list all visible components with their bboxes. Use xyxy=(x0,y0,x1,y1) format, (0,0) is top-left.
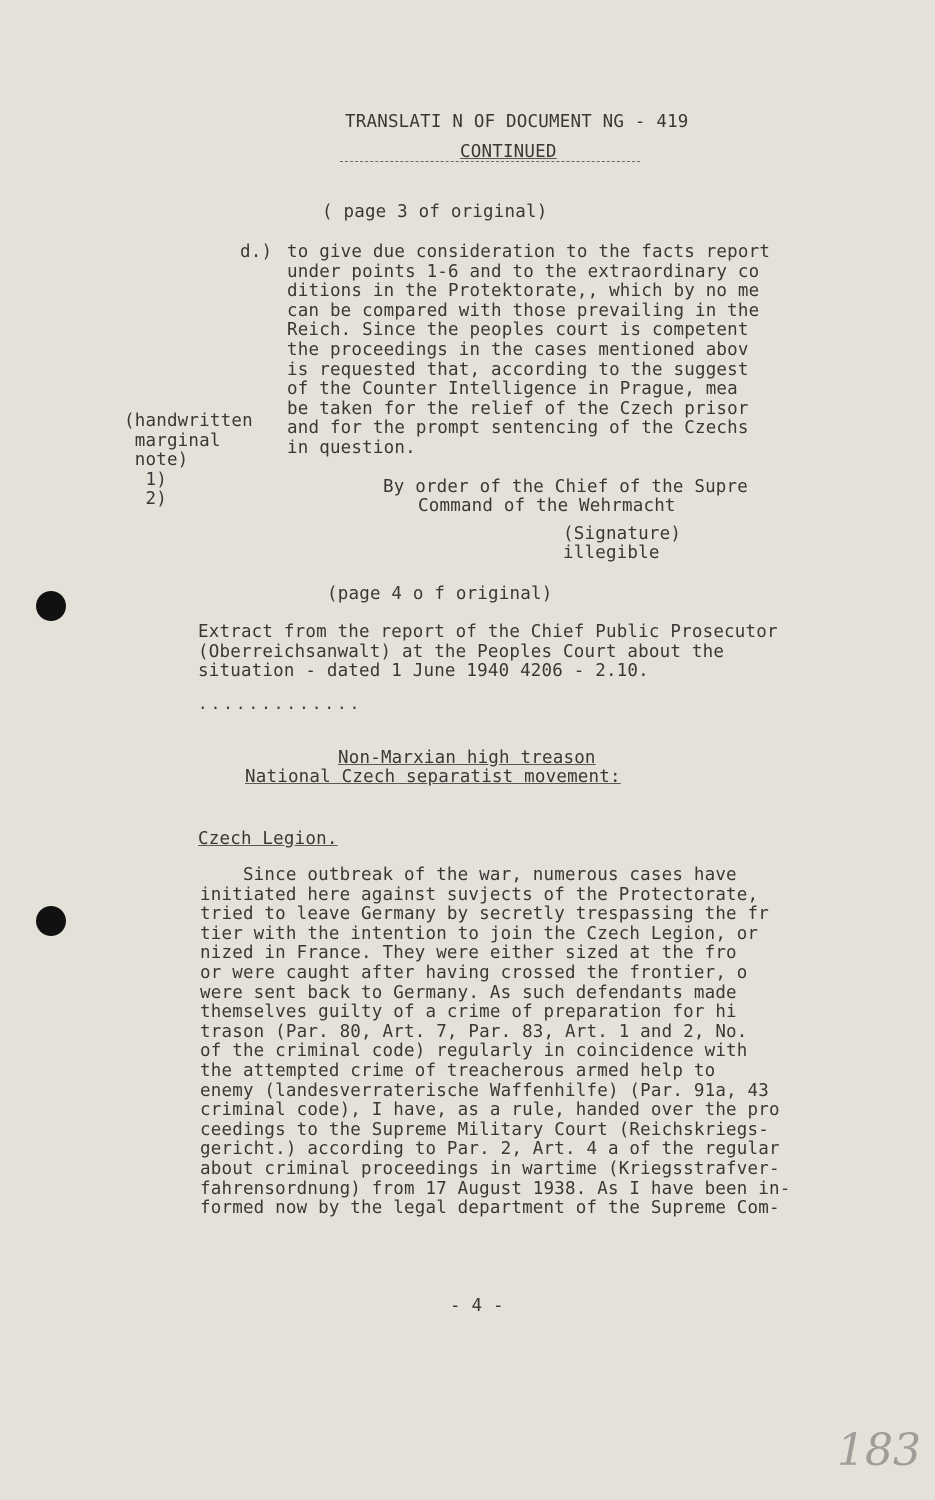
marginal-note-line: 1) xyxy=(124,469,167,490)
body-line: enemy (landesverraterische Waffenhilfe) (Par. 91a, 43 xyxy=(200,1080,770,1101)
section-heading: Non-Marxian high treason xyxy=(338,748,596,768)
marginal-note xyxy=(124,412,253,510)
body-line: or were caught after having crossed the frontier, o xyxy=(200,962,748,983)
body-line: the attempted crime of treacherous armed help to xyxy=(200,1060,716,1081)
body-line: of the criminal code) regularly in coincidence with xyxy=(200,1041,748,1062)
body-line: ceedings to the Supreme Military Court (Reichskriegs- xyxy=(200,1119,770,1140)
extract-paragraph xyxy=(198,623,778,682)
document-title: TRANSLATI N OF DOCUMENT NG - 419 xyxy=(345,112,689,132)
section-subtitle: National Czech separatist movement: xyxy=(245,767,621,787)
item-d-line: the proceedings in the cases mentioned abov xyxy=(287,339,749,360)
body-line: nized in France. They were either sized at the fro xyxy=(200,943,737,964)
czech-legion-heading: Czech Legion. xyxy=(198,829,338,849)
body-line: were sent back to Germany. As such defendants made xyxy=(200,982,737,1003)
item-d-line: and for the prompt sentencing of the Czechs xyxy=(287,418,749,439)
item-d-line: in question. xyxy=(287,437,416,458)
body-line: tried to leave Germany by secretly trespassing the fr xyxy=(200,904,770,925)
body-line: Since outbreak of the war, numerous cases have xyxy=(200,865,737,885)
signature-illegible: illegible xyxy=(563,543,660,563)
body-line: initiated here against suvjects of the Protectorate, xyxy=(200,884,759,905)
body-line: formed now by the legal department of the Supreme Com- xyxy=(200,1198,780,1219)
handwritten-page-number: 183 xyxy=(837,1425,921,1476)
marginal-note-line: note) xyxy=(124,450,189,471)
body-line: tier with the intention to join the Czech Legion, or xyxy=(200,923,759,944)
item-d-line: under points 1-6 and to the extraordinary co xyxy=(287,261,760,282)
body-paragraph xyxy=(200,866,790,1219)
body-line: gericht.) according to Par. 2, Art. 4 a of the regular xyxy=(200,1139,780,1160)
item-d-line: be taken for the relief of the Czech prisor xyxy=(287,398,749,419)
marginal-note-line: marginal xyxy=(124,430,221,451)
body-line: criminal code), I have, as a rule, handed over the pro xyxy=(200,1100,780,1121)
marginal-note-line: (handwritten xyxy=(124,411,253,431)
body-line: trason (Par. 80, Art. 7, Par. 83, Art. 1 and 2, No. xyxy=(200,1021,748,1042)
omission-dots: ............. xyxy=(198,694,363,713)
body-line: about criminal proceedings in wartime (Kriegsstrafver- xyxy=(200,1158,780,1179)
title-underline xyxy=(340,161,640,162)
item-d-line: is requested that, according to the suggest xyxy=(287,359,749,380)
extract-line: Extract from the report of the Chief Public Prosecutor xyxy=(198,622,778,642)
item-d-line: to give due consideration to the facts report xyxy=(287,242,771,262)
body-line: fahrensordnung) from 17 August 1938. As I have been in- xyxy=(200,1178,791,1199)
continued-label: CONTINUED xyxy=(460,142,557,162)
item-d-line: Reich. Since the peoples court is competent xyxy=(287,320,749,341)
punch-hole xyxy=(36,906,66,936)
item-d-marker: d.) xyxy=(240,242,273,262)
item-d-paragraph xyxy=(287,243,770,459)
signature-command-line: Command of the Wehrmacht xyxy=(418,496,676,516)
page-number: - 4 - xyxy=(450,1296,504,1316)
body-line: themselves guilty of a crime of preparation for hi xyxy=(200,1002,737,1023)
page-4-label: (page 4 o f original) xyxy=(327,584,553,604)
extract-line: (Oberreichsanwalt) at the Peoples Court about the xyxy=(198,641,725,662)
item-d-line: can be compared with those prevailing in the xyxy=(287,300,760,321)
punch-hole xyxy=(36,591,66,621)
signature-order-line: By order of the Chief of the Supre xyxy=(383,477,749,497)
item-d-line: of the Counter Intelligence in Prague, mea xyxy=(287,379,738,400)
extract-line: situation - dated 1 June 1940 4206 - 2.10. xyxy=(198,661,649,682)
signature-label: (Signature) xyxy=(563,524,682,544)
marginal-note-line: 2) xyxy=(124,489,167,510)
page-3-label: ( page 3 of original) xyxy=(322,202,548,222)
item-d-line: ditions in the Protektorate,, which by no me xyxy=(287,281,760,302)
